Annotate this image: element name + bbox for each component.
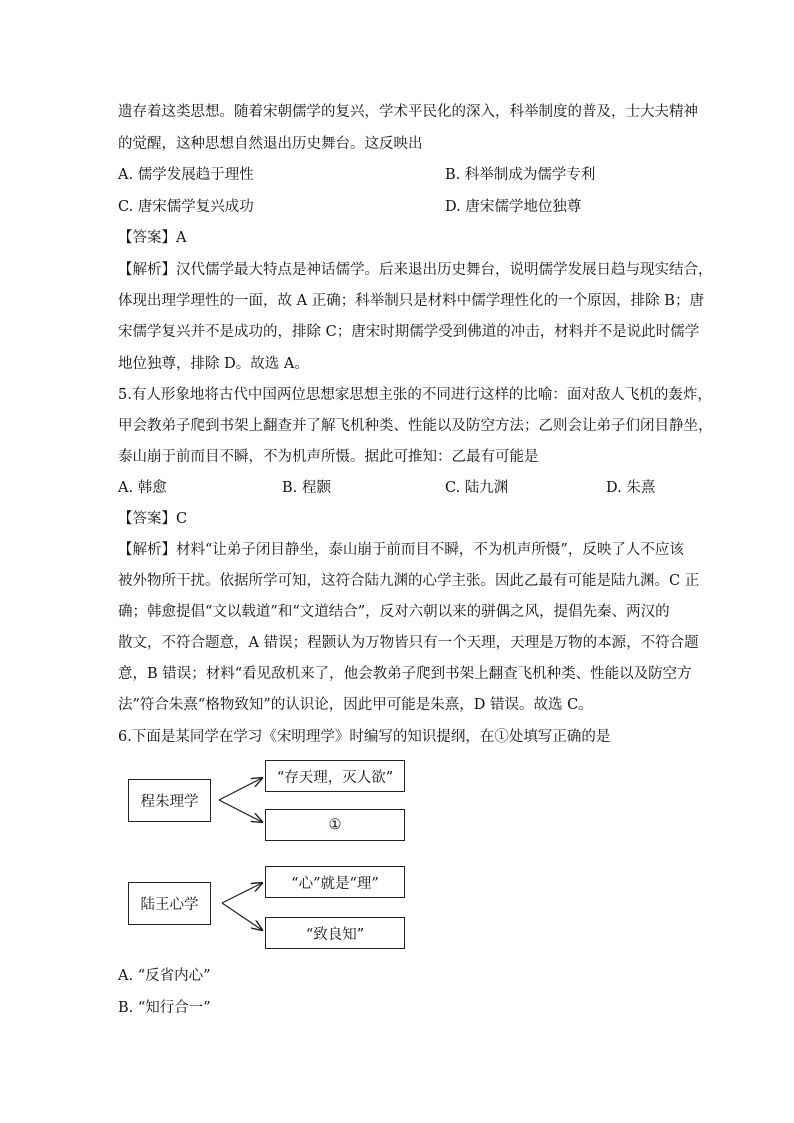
arrow-lw-top bbox=[222, 883, 262, 903]
box-cz-top: “存天理，灭人欲” bbox=[265, 760, 405, 792]
box-chengzhu-lixue: 程朱理学 bbox=[128, 779, 211, 822]
q4-answer: 【答案】A bbox=[118, 230, 187, 246]
q5-analysis-line2: 被外物所干扰。依据所学可知，这符合陆九渊的心学主张。因此乙最有可能是陆九渊。C 正 bbox=[118, 573, 700, 589]
q4-analysis-line2: 体现出理学理性的一面，故 A 正确；科举制只是材料中儒学理性化的一个原因，排除 B；唐 bbox=[118, 293, 704, 309]
q5-text-line1: 5.有人形象地将古代中国两位思想家思想主张的不同进行这样的比喻：面对敌人飞机的轰炸， bbox=[118, 387, 712, 403]
q5-option-a: A. 韩愈 bbox=[118, 480, 167, 496]
q4-option-c: C. 唐宋儒学复兴成功 bbox=[118, 199, 254, 215]
q5-option-c: C. 陆九渊 bbox=[445, 480, 509, 496]
q5-analysis-line4: 散文，不符合题意，A 错误；程颢认为万物皆只有一个天理，天理是万物的本源，不符合题 bbox=[118, 635, 699, 651]
q6-option-b: B. “知行合一” bbox=[118, 1000, 211, 1016]
q5-option-d: D. 朱熹 bbox=[606, 480, 656, 496]
arrow-lw-bottom bbox=[222, 903, 262, 930]
q4-option-a: A. 儒学发展趋于理性 bbox=[118, 167, 254, 183]
q6-option-a: A. “反省内心” bbox=[118, 968, 211, 984]
q4-text-line2: 的觉醒，这种思想自然退出历史舞台。这反映出 bbox=[118, 136, 423, 152]
q5-analysis-line3: 确；韩愈提倡“文以载道”和“文道结合”，反对六朝以来的骈偶之风，提倡先秦、两汉的 bbox=[118, 604, 670, 620]
q5-analysis-line6: 法”符合朱熹“格物致知”的认识论，因此甲可能是朱熹，D 错误。故选 C。 bbox=[118, 697, 593, 713]
q5-text-line2: 甲会教弟子爬到书架上翻查并了解飞机种类、性能以及防空方法；乙则会让弟子们闭目静坐， bbox=[118, 418, 713, 434]
box-lw-top: “心”就是“理” bbox=[265, 866, 405, 898]
q5-analysis-line5: 意，B 错误；材料“看见敌机来了，他会教弟子爬到书架上翻查飞机种类、性能以及防空方 bbox=[118, 666, 692, 682]
q5-text-line3: 泰山崩于前而目不瞬，不为机声所慑。据此可推知：乙最有可能是 bbox=[118, 449, 539, 465]
box-lw-bottom: “致良知” bbox=[265, 917, 405, 949]
q5-analysis-line1: 【解析】材料“让弟子闭目静坐，泰山崩于前而目不瞬，不为机声所慑”，反映了人不应该 bbox=[118, 542, 684, 558]
q5-option-b: B. 程颢 bbox=[282, 480, 331, 496]
q4-text-line1: 遗存着这类思想。随着宋朝儒学的复兴，学术平民化的深入，科举制度的普及，士大夫精神 bbox=[118, 104, 698, 120]
q6-text-line1: 6.下面是某同学在学习《宋明理学》时编写的知识提纲，在①处填写正确的是 bbox=[118, 729, 611, 745]
q5-answer: 【答案】C bbox=[118, 511, 188, 527]
q4-option-b: B. 科举制成为儒学专利 bbox=[445, 167, 596, 183]
q4-analysis-line4: 地位独尊，排除 D。故选 A。 bbox=[118, 356, 309, 372]
q4-analysis-line3: 宋儒学复兴并不是成功的，排除 C；唐宋时期儒学受到佛道的冲击，材料并不是说此时儒学 bbox=[118, 324, 700, 340]
arrow-cz-top bbox=[219, 778, 262, 800]
q4-option-d: D. 唐宋儒学地位独尊 bbox=[445, 199, 582, 215]
arrow-cz-bottom bbox=[219, 800, 262, 822]
box-cz-bottom-blank: ① bbox=[265, 809, 405, 841]
box-luwang-xinxue: 陆王心学 bbox=[128, 882, 211, 925]
q4-analysis-line1: 【解析】汉代儒学最大特点是神话儒学。后来退出历史舞台，说明儒学发展日趋与现实结合， bbox=[118, 262, 713, 278]
